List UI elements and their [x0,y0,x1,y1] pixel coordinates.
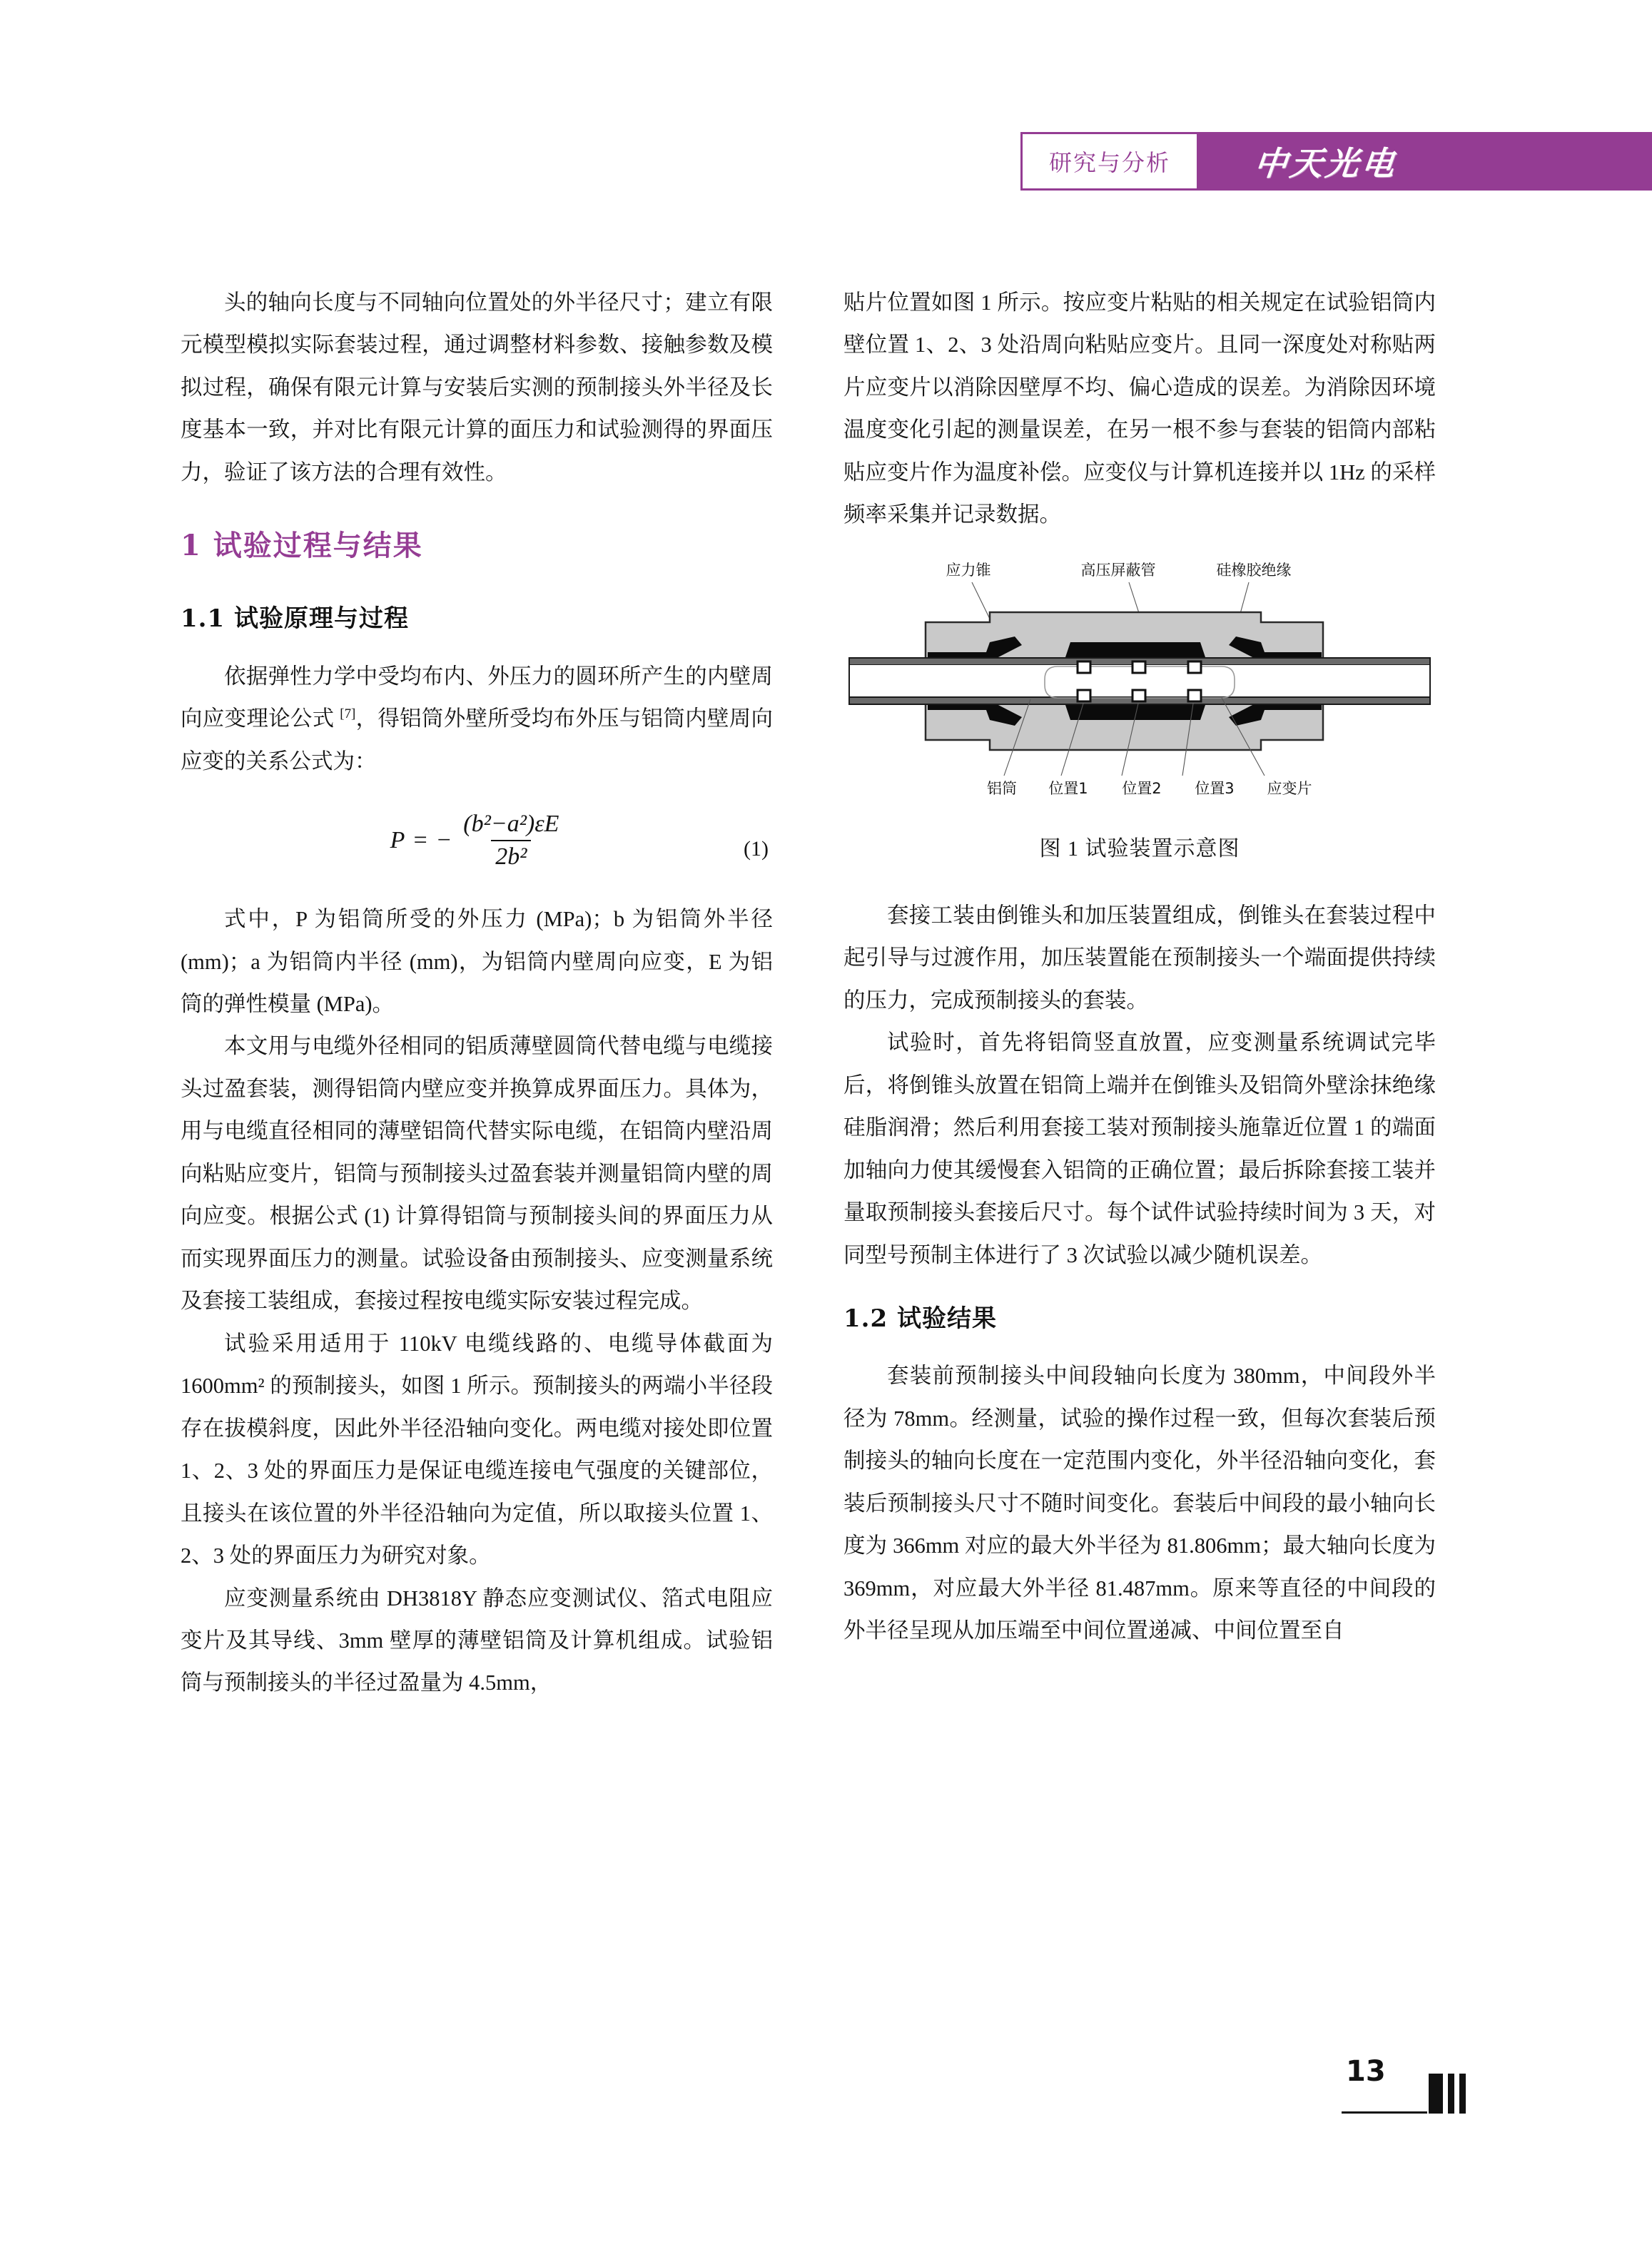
figure-label-position-3: 位置3 [1195,779,1235,797]
strain-gauge-lower-3 [1188,690,1201,701]
paragraph-results: 套装前预制接头中间段轴向长度为 380mm，中间段外半径为 78mm。经测量，试验的操作过程一致，但每次套装后预制接头的轴向长度在一定范围内变化，外半径沿轴向变化，套装后预制接头尺寸不随时间变化。套装后中间段的最小轴向长度为 366mm 对应的最大外半径为 81.806mm；最大轴向长度为 369mm，对应最大外半径 81.487mm。原来等直径的中间段的外半径呈现从加压端至中间位置递减、中间位置至自 [843,1364,1436,1643]
page-marker-bar-thin-1 [1448,2074,1454,2114]
heading-section-1-1: 1.1 试验原理与过程 [181,604,409,634]
figure-label-strain-gauge: 应变片 [1267,779,1312,797]
page-marker-bar-thick [1429,2074,1443,2114]
paragraph-strain-gauge: 贴片位置如图 1 所示。按应变片粘贴的相关规定在试验铝筒内壁位置 1、2、3 处沿周向粘贴应变片。且同一深度处对称贴两片应变片以消除因壁厚不均、偏心造成的误差。为消除因环境温度变化引起的测量误差，在另一根不参与套装的铝筒内部粘贴应变片作为温度补偿。应变仪与计算机连接并以 1Hz 的采样频率采集并记录数据。 [843,290,1436,527]
brand-logo-text: 中天光电 [1252,144,1399,183]
right-column [843,282,1436,1653]
strain-gauge-upper-3 [1188,661,1201,673]
page-number: 13 [1346,2055,1386,2088]
strain-gauge-lower-1 [1078,690,1090,701]
figure-1 [843,558,1436,871]
strain-gauge-upper-2 [1132,661,1145,673]
equation-1 [181,801,773,880]
equation-lhs: P [390,826,405,853]
principle-text-pre: 依据弹性力学中受均布内、外压力的圆环所产生的内壁周向应变理论公式 [181,664,773,731]
equation-denominator: 2b² [491,840,531,871]
equation-fraction [459,811,563,871]
left-column [181,282,773,1705]
paragraph-intro: 头的轴向长度与不同轴向位置处的外半径尺寸；建立有限元模型模拟实际套装过程，通过调整材料参数、接触参数及模拟过程，确保有限元计算与安装后实测的预制接头外半径及长度基本一致，并对比有限元计算的面压力和试验测得的界面压力，验证了该方法的合理有效性。 [181,290,773,485]
equation-equals: = [412,826,429,853]
page-marker-rule [1342,2111,1427,2114]
paragraph-specimen: 试验采用适用于 110kV 电缆线路的、电缆导体截面为 1600mm² 的预制接头，如图 1 所示。预制接头的两端小半径段存在拔模斜度，因此外半径沿轴向变化。两电缆对接处即位置 1、2、3 处的界面压力是保证电缆连接电气强度的关键部位，且接头在该位置的外半径沿轴向为定值，所以取接头位置 1、2、3 处的界面压力为研究对象。 [181,1331,773,1568]
heading-section-1: 1 试验过程与结果 [181,529,423,563]
page-number-marker [1342,2049,1477,2114]
figure-label-stress-cone: 应力锥 [946,561,991,579]
brand-bar [1199,132,1652,191]
paragraph-tooling: 套接工装由倒锥头和加压装置组成，倒锥头在套装过程中起引导与过渡作用，加压装置能在预制接头一个端面提供持续的压力，完成预制接头的套装。 [843,903,1436,1013]
strain-gauge-lower-2 [1132,690,1145,701]
figure-label-aluminium-tube: 铝筒 [987,779,1017,797]
paragraph-symbol-definitions: 式中，P 为铝筒所受的外压力 (MPa)；b 为铝筒外半径 (mm)；a 为铝筒内半径 (mm)，为铝筒内壁周向应变，E 为铝筒的弹性模量 (MPa)。 [181,907,773,1016]
figure-label-hv-shield-tube: 高压屏蔽管 [1080,561,1156,579]
paragraph-procedure: 试验时，首先将铝筒竖直放置，应变测量系统调试完毕后，将倒锥头放置在铝筒上端并在倒锥头及铝筒外壁涂抹绝缘硅脂润滑；然后利用套接工装对预制接头施靠近位置 1 的端面加轴向力使其缓慢套入铝筒的正确位置；最后拆除套接工装并量取预制接头套接后尺寸。每个试件试验持续时间为 3 天，对同型号预制主体进行了 3 次试验以减少随机误差。 [843,1030,1436,1267]
figure-label-position-1: 位置1 [1048,779,1088,797]
page-marker-bars [1429,2074,1466,2114]
equation-body [390,811,564,871]
heading-section-1-2: 1.2 试验结果 [843,1304,997,1333]
paragraph-measurement-system: 应变测量系统由 DH3818Y 静态应变测试仪、箔式电阻应变片及其导线、3mm 壁厚的薄壁铝筒及计算机组成。试验铝筒与预制接头的半径过盈量为 4.5mm， [181,1586,773,1695]
equation-numerator: (b²−a²)εE [463,810,559,837]
figure-1-caption: 图 1 试验装置示意图 [1039,837,1240,861]
figure-shield-tube-upper [1065,642,1206,659]
principle-text-post: ，得铝筒外壁所受均布外压与铝筒内壁周向应变的关系公式为： [181,706,773,773]
strain-gauge-upper-1 [1078,661,1090,673]
figure-label-position-2: 位置2 [1122,779,1162,797]
figure-label-silicone-insulation: 硅橡胶绝缘 [1216,561,1292,579]
reference-marker: [7] [340,706,356,721]
paragraph-method: 本文用与电缆外径相同的铝质薄壁圆筒代替电缆与电缆接头过盈套装，测得铝筒内壁应变并换算成界面压力。具体为，用与电缆直径相同的薄壁铝筒代替实际电缆，在铝筒内壁沿周向粘贴应变片，铝筒与预制接头过盈套装并测量铝筒内壁的周向应变。根据公式 (1) 计算得铝筒与预制接头间的界面压力从而实现界面压力的测量。试验设备由预制接头、应变测量系统及套接工装组成，套接过程按电缆实际安装过程完成。 [181,1034,773,1314]
equation-minus-sign: − [435,826,452,853]
section-tag: 研究与分析 [1020,132,1199,191]
equation-number: (1) [744,836,769,861]
figure-1-diagram [843,558,1436,804]
paragraph-principle [181,656,773,783]
page-header [1020,132,1652,191]
page-marker-bar-thin-2 [1459,2074,1466,2114]
